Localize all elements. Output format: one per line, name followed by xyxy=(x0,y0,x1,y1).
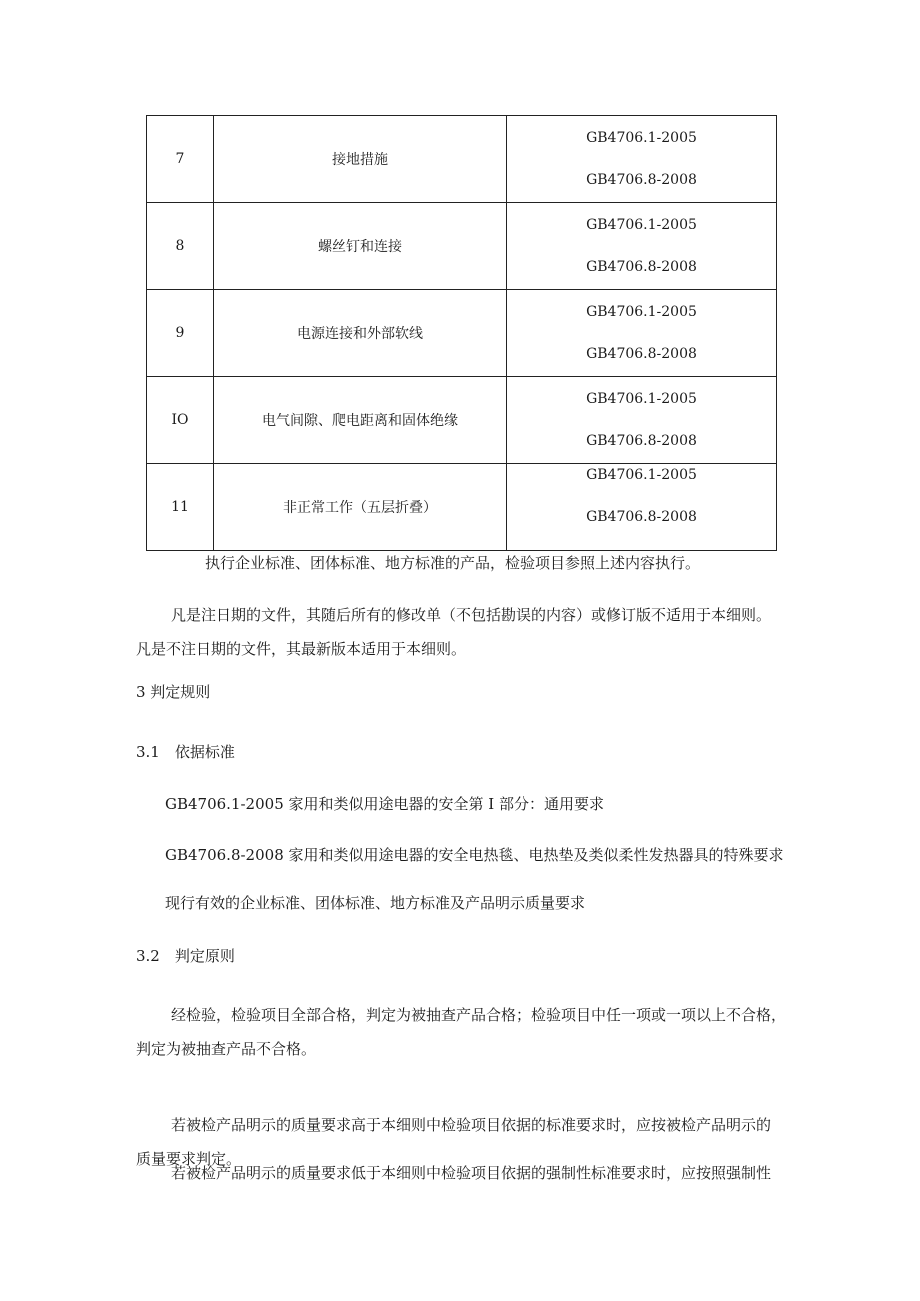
item-number: IO xyxy=(147,377,214,464)
standard-code: GB4706.8-2008 xyxy=(586,172,697,188)
item-standards xyxy=(507,290,777,377)
inspection-items-table xyxy=(146,115,777,551)
item-number: 8 xyxy=(147,203,214,290)
standard-code: GB4706.1-2005 xyxy=(586,391,697,407)
paragraph-line: 若被检产品明示的质量要求高于本细则中检验项目依据的标准要求时，应按被检产品明示的 xyxy=(171,1116,772,1134)
section-heading: 3.2 判定原则 xyxy=(136,947,235,965)
table-row xyxy=(147,290,777,377)
section-heading: 3.1 依据标准 xyxy=(136,743,235,761)
item-standards xyxy=(507,116,777,203)
standard-reference: GB4706.1-2005 家用和类似用途电器的安全第 I 部分：通用要求 xyxy=(165,795,604,813)
item-name: 电源连接和外部软线 xyxy=(214,290,507,377)
section-heading: 3 判定规则 xyxy=(136,683,211,701)
paragraph-line: 凡是不注日期的文件，其最新版本适用于本细则。 xyxy=(136,640,467,658)
item-standards xyxy=(507,464,777,551)
table-row xyxy=(147,377,777,464)
table-row xyxy=(147,464,777,551)
paragraph-line: 质量要求判定。 xyxy=(136,1150,242,1168)
paragraph-line: 经检验，检验项目全部合格，判定为被抽查产品合格；检验项目中任一项或一项以上不合格， xyxy=(171,1006,787,1024)
item-number: 11 xyxy=(147,464,214,551)
item-name: 螺丝钉和连接 xyxy=(214,203,507,290)
standard-code: GB4706.8-2008 xyxy=(586,346,697,362)
paragraph-line: 判定为被抽查产品不合格。 xyxy=(136,1040,317,1058)
standard-reference: 现行有效的企业标准、团体标准、地方标准及产品明示质量要求 xyxy=(165,894,586,912)
standard-code: GB4706.8-2008 xyxy=(586,259,697,275)
standard-code: GB4706.8-2008 xyxy=(586,433,697,449)
table-footnote: 执行企业标准、团体标准、地方标准的产品，检验项目参照上述内容执行。 xyxy=(205,554,701,572)
standard-code: GB4706.1-2005 xyxy=(586,130,697,146)
paragraph-line: 凡是注日期的文件，其随后所有的修改单（不包括勘误的内容）或修订版不适用于本细则。 xyxy=(171,606,772,624)
table-row xyxy=(147,203,777,290)
item-name: 接地措施 xyxy=(214,116,507,203)
item-name: 电气间隙、爬电距离和固体绝缘 xyxy=(214,377,507,464)
item-standards xyxy=(507,203,777,290)
standard-code: GB4706.8-2008 xyxy=(586,509,697,525)
principle-paragraph: 若被检产品明示的质量要求低于本细则中检验项目依据的强制性标准要求时，应按照强制性 xyxy=(171,1164,772,1182)
item-number: 7 xyxy=(147,116,214,203)
standard-reference: GB4706.8-2008 家用和类似用途电器的安全电热毯、电热垫及类似柔性发热器具的特殊要求 xyxy=(165,846,784,864)
standard-code: GB4706.1-2005 xyxy=(586,217,697,233)
dated-documents-paragraph xyxy=(136,598,771,666)
standard-code: GB4706.1-2005 xyxy=(586,304,697,320)
item-number: 9 xyxy=(147,290,214,377)
table-row xyxy=(147,116,777,203)
item-standards xyxy=(507,377,777,464)
item-name: 非正常工作（五层折叠） xyxy=(214,464,507,551)
principle-paragraph xyxy=(136,998,786,1066)
standard-code: GB4706.1-2005 xyxy=(586,467,697,483)
